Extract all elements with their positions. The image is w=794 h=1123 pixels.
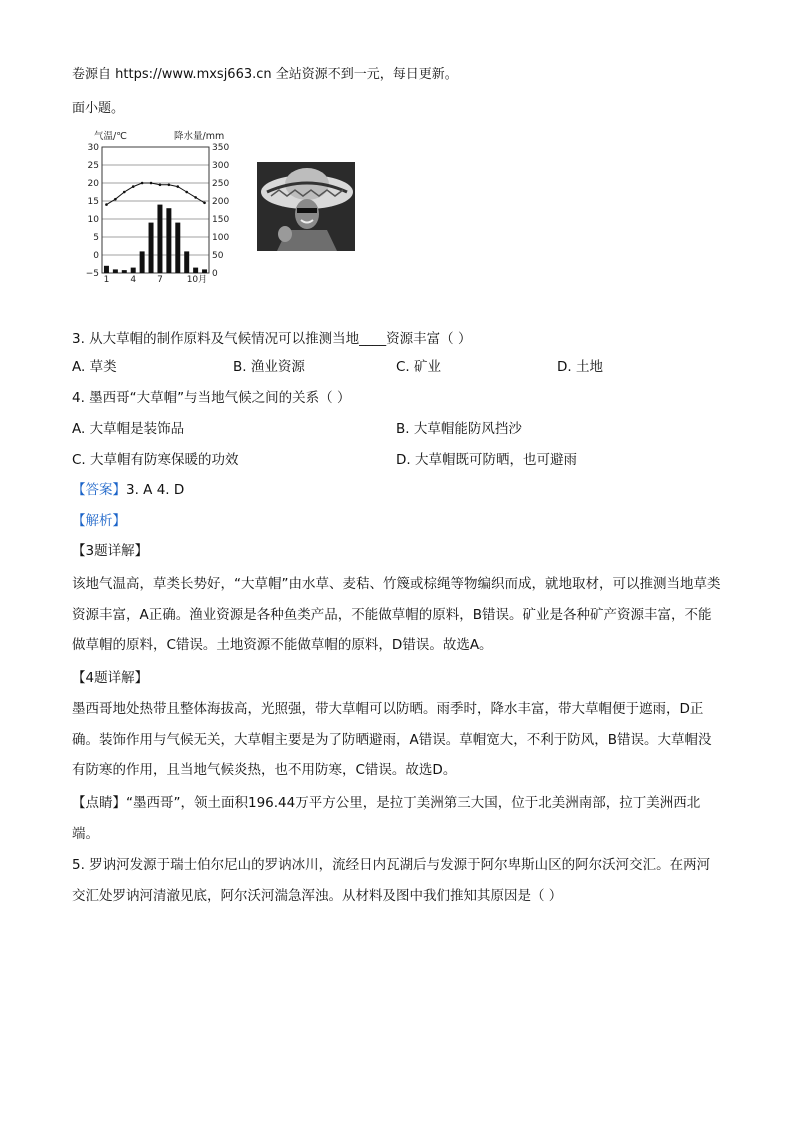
- answer-text: 3. A 4. D: [126, 482, 185, 498]
- precip-bar: [202, 269, 207, 273]
- chart-right-tick: 300: [212, 161, 230, 171]
- note-text: “墨西哥”，领土面积196.44万平方公里，是拉丁美洲第三大国，位于北美洲南部，拉丁美洲西北端。: [72, 795, 701, 842]
- temperature-point: [105, 203, 108, 206]
- detail4-text: 墨西哥地处热带且整体海拔高，光照强，带大草帽可以防晒。雨季时，降水丰富，带大草帽便于遮雨，D正确。装饰作用与气候无关，大草帽主要是为了防晒避雨，A错误。草帽宽大，不利于防风，B错误。大草帽没有防寒的作用，且当地气候炎热，也不用防寒，C错误。故选D。: [72, 701, 712, 778]
- chart-left-tick: 25: [87, 161, 99, 171]
- chart-x-tick: 1: [103, 275, 110, 283]
- precip-bar: [166, 208, 171, 273]
- chart-right-tick: 50: [212, 251, 224, 261]
- climate-chart: [76, 127, 240, 283]
- temperature-line: [106, 183, 204, 205]
- detail3-text: 该地气温高，草类长势好，“大草帽”由水草、麦秸、竹篾或棕绳等物编织而成，就地取材，可以推测当地草类资源丰富，A正确。渔业资源是各种鱼类产品，不能做草帽的原料，B错误。矿业是各种矿产资源丰富，不能做草帽的原料，C错误。土地资源不能做草帽的原料，D错误。故选A。: [72, 576, 721, 653]
- face: [295, 199, 319, 229]
- temperature-point: [150, 182, 153, 185]
- chart-right-tick: 0: [212, 269, 218, 279]
- precip-bar: [193, 268, 198, 273]
- q4-stem: 4. 墨西哥“大草帽”与当地气候之间的关系（ ）: [72, 390, 351, 406]
- chart-x-tick: 7: [157, 275, 163, 283]
- temperature-point: [132, 185, 135, 188]
- intro-text: 面小题。: [72, 101, 125, 116]
- precip-bar: [175, 223, 180, 273]
- temperature-point: [185, 191, 188, 194]
- chart-left-tick: 10: [87, 215, 99, 225]
- q3-option-b: B. 渔业资源: [233, 359, 305, 375]
- chart-right-tick: 150: [212, 215, 230, 225]
- q3-option-c: C. 矿业: [396, 359, 442, 375]
- q4-option-a: A. 大草帽是装饰品: [72, 421, 185, 437]
- chart-left-tick: 0: [93, 251, 99, 261]
- chart-right-tick: 250: [212, 179, 230, 189]
- note-label: 【点睛】: [72, 795, 126, 811]
- chart-right-tick: 100: [212, 233, 230, 243]
- chart-frame: [102, 147, 209, 273]
- detail4-label: 【4题详解】: [72, 670, 149, 686]
- thumb-hand: [278, 226, 292, 242]
- precip-bar: [113, 269, 118, 273]
- q3-option-a: A. 草类: [72, 359, 117, 375]
- precip-bar: [122, 270, 127, 273]
- chart-left-tick: 20: [87, 179, 99, 189]
- temperature-point: [203, 202, 206, 205]
- analysis-label: 【解析】: [72, 513, 126, 529]
- q4-option-c: C. 大草帽有防寒保暖的功效: [72, 452, 239, 468]
- temperature-point: [168, 184, 171, 187]
- chart-right-tick: 350: [212, 143, 230, 153]
- precip-bar: [131, 268, 136, 273]
- q4-option-d: D. 大草帽既可防晒，也可避雨: [396, 452, 577, 468]
- sombrero-photo: [257, 162, 355, 251]
- precip-bar: [157, 205, 162, 273]
- detail3-label: 【3题详解】: [72, 543, 149, 559]
- chart-x-tick: 4: [130, 275, 137, 283]
- sunglasses: [297, 208, 317, 213]
- q5-text: 5. 罗讷河发源于瑞士伯尔尼山的罗讷冰川，流经日内瓦湖后与发源于阿尔卑斯山区的阿尔沃河交汇。在两河交汇处罗讷河清澈见底，阿尔沃河湍急浑浊。从材料及图中我们推知其原因是（ ）: [72, 857, 711, 904]
- chart-x-tick: 10月: [186, 275, 208, 283]
- precip-bar: [184, 251, 189, 273]
- note-paragraph: [72, 788, 722, 849]
- chart-left-tick: 30: [87, 143, 99, 153]
- temperature-point: [114, 198, 117, 201]
- precip-bar: [104, 266, 109, 273]
- chart-left-tick: −5: [85, 269, 99, 279]
- chart-left-tick: 15: [87, 197, 99, 207]
- temperature-point: [123, 191, 126, 194]
- chart-right-axis-label: 降水量/mm: [174, 131, 225, 142]
- chart-right-tick: 200: [212, 197, 230, 207]
- temperature-point: [194, 196, 197, 199]
- chart-left-tick: 5: [93, 233, 99, 243]
- q4-option-b: B. 大草帽能防风挡沙: [396, 421, 522, 437]
- answer-line: [72, 478, 184, 498]
- precip-bar: [149, 223, 154, 273]
- temperature-point: [176, 185, 179, 188]
- precip-bar: [140, 251, 145, 273]
- chart-left-axis-label: 气温/℃: [94, 131, 127, 142]
- answer-label: 【答案】: [72, 482, 126, 498]
- temperature-point: [159, 184, 162, 187]
- q3-stem: 3. 从大草帽的制作原料及气候情况可以推测当地____资源丰富（ ）: [72, 331, 472, 347]
- temperature-point: [141, 182, 144, 185]
- q3-option-d: D. 土地: [557, 359, 603, 375]
- source-header: 卷源自 https://www.mxsj663.cn 全站资源不到一元，每日更新。: [72, 67, 458, 82]
